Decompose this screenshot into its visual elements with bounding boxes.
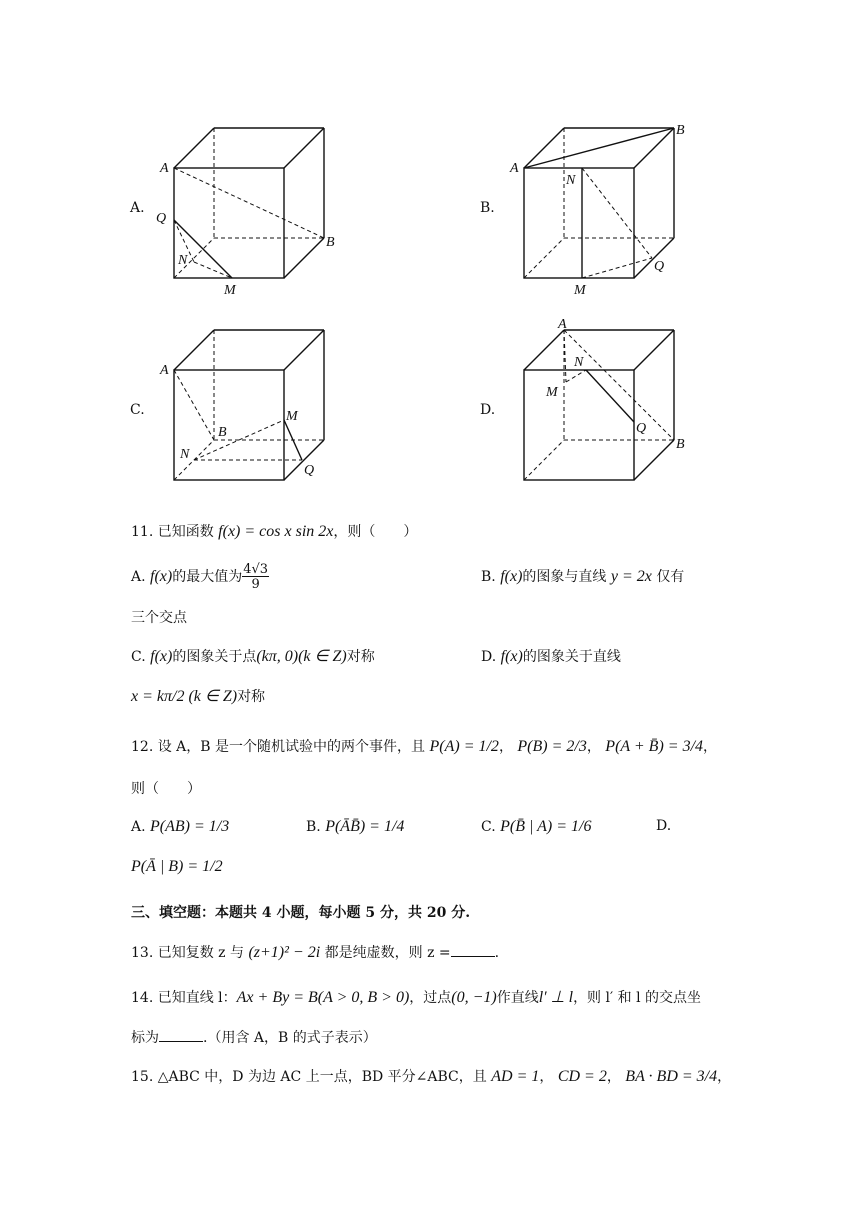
option-text: 的图象与直线 [522, 569, 607, 585]
answer-blank[interactable] [451, 944, 495, 957]
question-number: 12. [131, 739, 154, 755]
cube-diagram-c [160, 322, 400, 502]
stem-text: 已知函数 [157, 524, 214, 540]
option-a-label: A. [130, 200, 145, 216]
svg-text:B: B [326, 235, 335, 250]
option-formula: P(Ā | B) = 1/2 [131, 858, 223, 875]
option-formula: P(AB) = 1/3 [150, 818, 230, 835]
stem-end: . [494, 945, 500, 961]
option-label: B. [306, 819, 321, 835]
svg-text:A: A [160, 363, 169, 378]
cube-diagram-b [510, 120, 750, 300]
question-11-stem [131, 521, 417, 541]
option-text: 的图象关于直线 [522, 649, 621, 665]
svg-text:B: B [676, 437, 685, 452]
question-15: 15. △ABC 中，D 为边 AC 上一点，BD 平分∠ABC，且 AD = 1， CD = 2， BA · BD = 3/4， [131, 1068, 732, 1085]
svg-text:N: N [178, 253, 188, 268]
fx-symbol: f(x) [150, 648, 173, 665]
svg-text:M: M [546, 385, 558, 400]
question-13 [131, 942, 499, 962]
option-c-label: C. [130, 402, 145, 418]
condition-pb: P(B) = 2/3 [517, 738, 587, 755]
question-11-option-a [131, 563, 269, 591]
question-11-option-c [131, 646, 375, 666]
question-12-option-d-label: D. [656, 818, 672, 834]
option-label: A. [131, 569, 146, 585]
stem-text: 已知复数 z 与 [157, 945, 244, 961]
ad-formula: AD = 1 [491, 1068, 540, 1085]
question-12-stem: 12. 设 A，B 是一个随机试验中的两个事件，且 P(A) = 1/2， P(B) = 2/3， P(A + B̄) = 3/4， [131, 738, 718, 755]
stem-text-4: ，则 l′ 和 l 的交点坐 [573, 990, 701, 1006]
svg-text:Q: Q [304, 463, 315, 478]
option-label: D. [481, 649, 497, 665]
option-d-label: D. [480, 402, 496, 418]
svg-text:Q: Q [156, 211, 167, 226]
question-14 [131, 987, 701, 1007]
svg-text:N: N [566, 173, 576, 188]
option-formula: P(ĀB̄) = 1/4 [325, 818, 405, 835]
option-text: 的最大值为 [172, 569, 243, 585]
option-suffix: 仅有 [656, 569, 685, 585]
fx-symbol: f(x) [150, 568, 173, 585]
point-formula: (0, −1) [451, 989, 497, 1006]
denominator: 9 [242, 576, 269, 591]
numerator: 4√3 [243, 562, 269, 577]
stem-text: 设 A，B 是一个随机试验中的两个事件，且 [157, 739, 426, 755]
line-formula: x = kπ/2 (k ∈ Z) [131, 688, 238, 705]
svg-text:A: A [160, 161, 169, 176]
svg-text:N: N [574, 355, 584, 370]
question-12-stem-end: 则（ ） [131, 781, 201, 797]
fx-symbol: f(x) [500, 568, 523, 585]
figure-option-b [480, 120, 840, 300]
option-b-label: B. [480, 200, 495, 216]
figure-option-d [480, 318, 840, 498]
complex-formula: (z+1)² − 2i [248, 944, 321, 961]
question-number: 14. [131, 990, 154, 1006]
question-number: 13. [131, 945, 154, 961]
option-label: A. [131, 819, 146, 835]
perp-formula: l′ ⊥ l [538, 989, 574, 1006]
stem-text-3: 作直线 [496, 990, 539, 1006]
svg-text:B: B [218, 425, 227, 440]
question-14-line-2 [131, 1027, 377, 1047]
question-11-option-b [481, 566, 684, 586]
section-heading: 三、填空题：本题共 4 小题，每小题 5 分，共 20 分. [131, 905, 471, 921]
figure-option-c [130, 322, 490, 502]
stem-text-2: ，过点 [409, 990, 452, 1006]
svg-text:M: M [286, 409, 298, 424]
line-formula: Ax + By = B(A > 0, B > 0) [236, 989, 410, 1006]
question-11-option-d-continued [131, 686, 265, 706]
question-number: 15. [131, 1069, 154, 1085]
question-12-option-d [131, 858, 223, 876]
question-11-option-d [481, 646, 621, 666]
option-label: C. [481, 819, 496, 835]
option-formula: P(B̄ | A) = 1/6 [500, 818, 592, 835]
figure-option-a [130, 120, 490, 300]
cube-diagram-a [156, 120, 400, 300]
option-label: B. [481, 569, 496, 585]
option-suffix: 对称 [346, 649, 375, 665]
stem-text: △ABC 中，D 为边 AC 上一点，BD 平分∠ABC，且 [157, 1069, 487, 1085]
option-label: C. [131, 649, 146, 665]
svg-text:Q: Q [636, 421, 647, 436]
fx-symbol: f(x) [500, 648, 523, 665]
point-formula: (kπ, 0)(k ∈ Z) [256, 648, 347, 665]
option-suffix: 对称 [237, 689, 266, 705]
question-12-option-c [481, 818, 591, 836]
condition-pa: P(A) = 1/2 [429, 738, 499, 755]
stem-end: .（用含 A，B 的式子表示） [203, 1030, 377, 1046]
svg-text:M: M [574, 283, 586, 298]
svg-text:A: A [558, 317, 567, 332]
cd-formula: CD = 2 [557, 1068, 607, 1085]
stem-text: 已知直线 l： [157, 990, 237, 1006]
answer-blank[interactable] [159, 1029, 203, 1042]
function-formula: f(x) = cos x sin 2x [218, 523, 334, 540]
svg-text:B: B [676, 123, 685, 138]
stem-suffix: ，则（ ） [333, 524, 418, 540]
stem-text-5: 标为 [131, 1030, 159, 1046]
stem-text-2: 都是纯虚数，则 z = [324, 945, 451, 961]
question-number: 11. [131, 524, 154, 540]
condition-pab: P(A + B̄) = 3/4 [605, 738, 704, 755]
question-12-option-b [306, 818, 404, 836]
svg-text:A: A [510, 161, 519, 176]
question-11-option-b-continued: 三个交点 [131, 610, 187, 626]
svg-text:N: N [180, 447, 190, 462]
svg-text:M: M [224, 283, 236, 298]
dot-product-formula: BA · BD = 3/4 [625, 1068, 718, 1085]
option-text: 的图象关于点 [172, 649, 257, 665]
fraction-value [242, 563, 269, 591]
cube-diagram-d [510, 318, 750, 498]
line-formula: y = 2x [610, 568, 652, 585]
svg-text:Q: Q [654, 259, 665, 274]
question-12-option-a [131, 818, 229, 836]
